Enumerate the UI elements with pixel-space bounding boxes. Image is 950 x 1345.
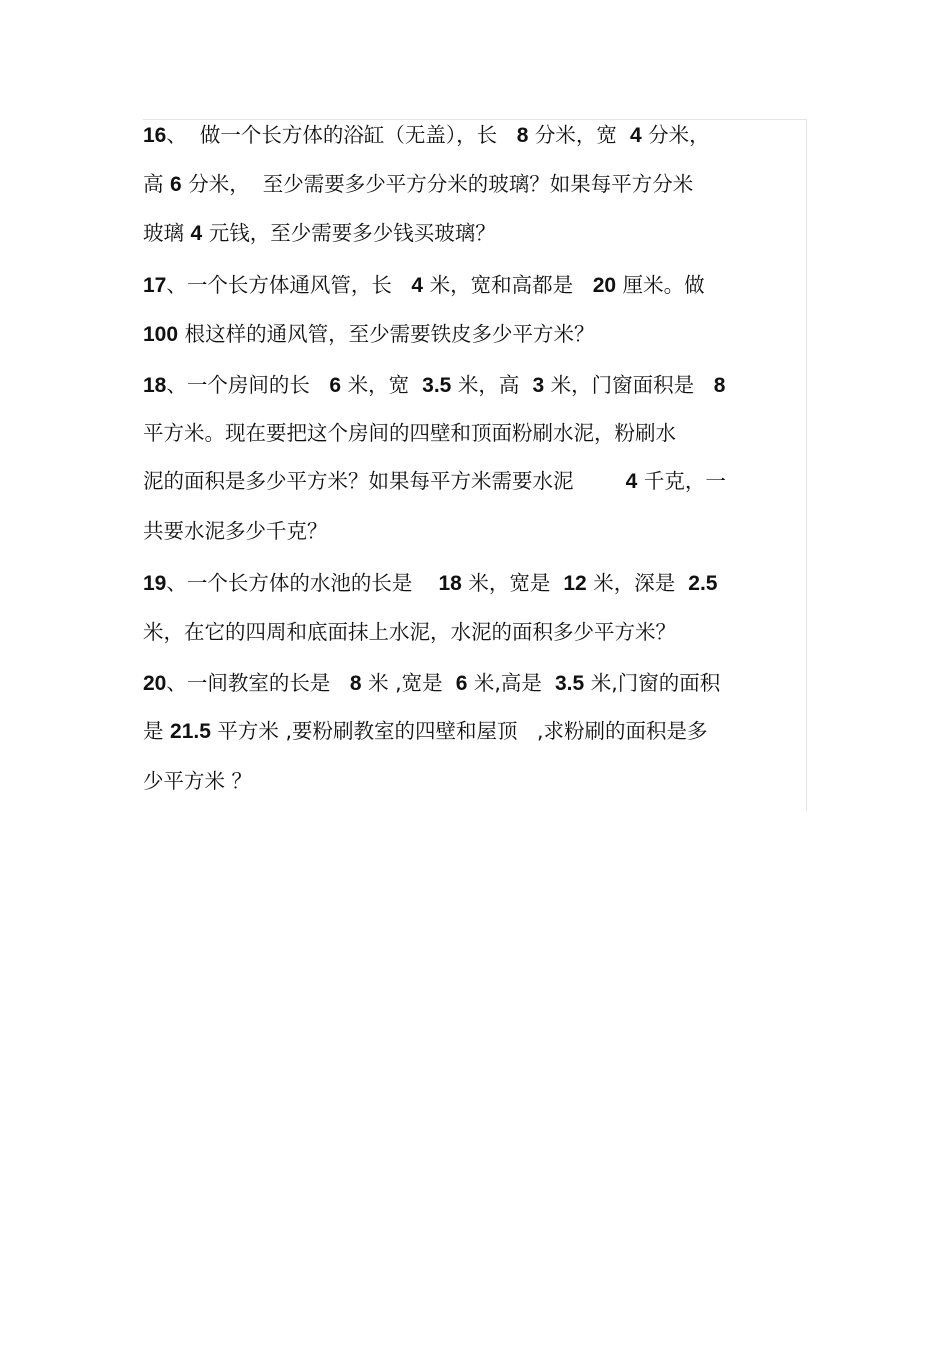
problem-18-line-1: 18、一个房间的长 6 米，宽 3.5 米，高 3 米，门窗面积是 8 [143,373,726,397]
number-token: 21.5 [170,720,211,743]
number-token: 16 [143,124,167,147]
problem-17-line-2: 100 根这样的通风管，至少需要铁皮多少平方米？ [143,322,595,346]
number-token: 17 [143,274,167,297]
number-token: 4 [411,274,424,297]
problem-16-line-2: 高 6 分米， 至少需要多少平方分米的玻璃？如果每平方分米 [143,172,694,196]
problem-17-line-1: 17、一个长方体通风管，长 4 米，宽和高都是 20 厘米。做 [143,273,705,297]
number-token: 100 [143,323,179,346]
number-token: 18 [143,374,167,397]
number-token: 6 [455,672,468,695]
number-token: 3.5 [554,672,585,695]
problem-16-line-3: 玻璃 4 元钱，至少需要多少钱买玻璃？ [143,221,496,245]
number-token: 20 [143,672,167,695]
number-token: 6 [170,173,182,196]
number-token: 4 [629,124,642,147]
number-token: 4 [625,470,638,493]
problem-20-line-3: 少平方米 ？ [143,769,253,793]
problem-20-line-1: 20、一间教室的长是 8 米 ,宽是 6 米,高是 3.5 米,门窗的面积 [143,671,721,695]
number-token: 8 [713,374,726,397]
number-token: 20 [592,274,617,297]
problem-18-line-2: 平方米。现在要把这个房间的四壁和顶面粉刷水泥，粉刷水 [143,421,676,445]
number-token: 18 [438,572,462,595]
number-token: 6 [329,374,342,397]
number-token: 4 [190,222,203,245]
problem-18-line-4: 共要水泥多少千克？ [143,519,328,543]
number-token: 8 [516,124,529,147]
problem-16-line-1: 16、 做一个长方体的浴缸（无盖），长 8 分米，宽 4 分米， [143,123,710,147]
problem-18-line-3: 泥的面积是多少平方米？如果每平方米需要水泥 4 千克，一 [143,469,726,493]
number-token: 12 [563,572,587,595]
problem-19-line-1: 19、一个长方体的水池的长是 18 米，宽是 12 米，深是 2.5 [143,571,718,595]
problem-19-line-2: 米，在它的四周和底面抹上水泥，水泥的面积多少平方米？ [143,620,676,644]
number-token: 19 [143,572,167,595]
number-token: 3 [532,374,545,397]
number-token: 8 [349,672,362,695]
problem-20-line-2: 是 21.5 平方米 ,要粉刷教室的四壁和屋顶 ,求粉刷的面积是多 [143,719,708,743]
number-token: 3.5 [422,374,452,397]
number-token: 2.5 [688,572,718,595]
